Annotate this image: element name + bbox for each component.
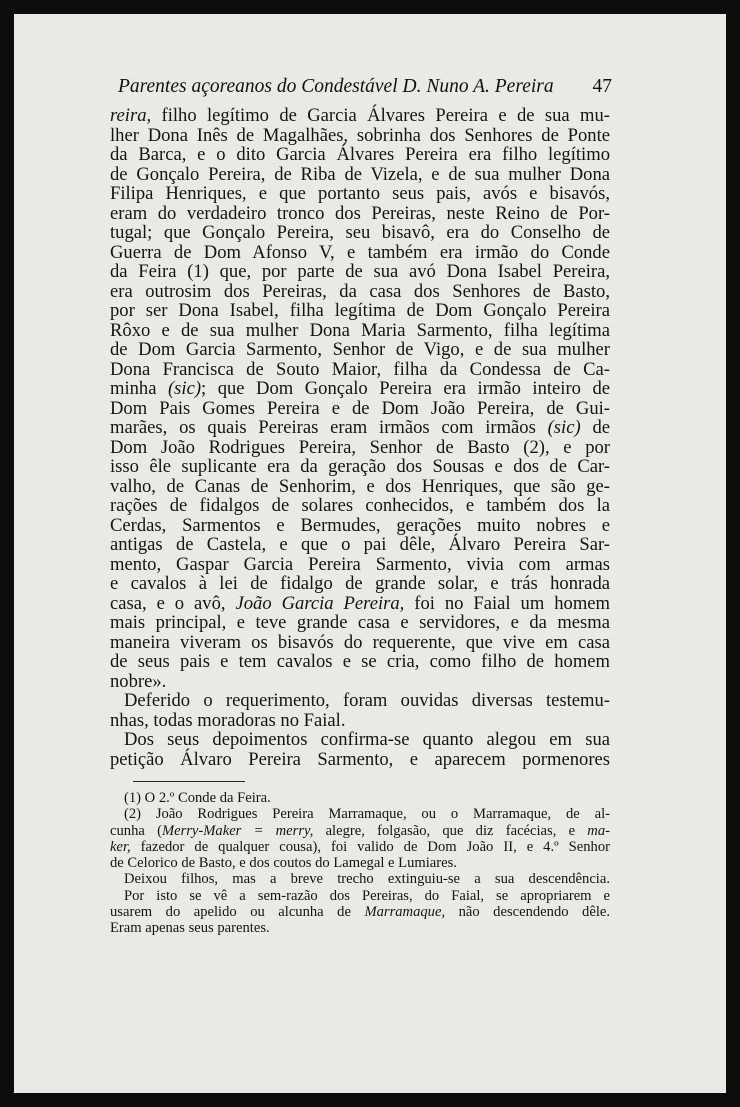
footnote-line: de Celorico de Basto, e dos coutos do Lamegal e Lumiares.: [110, 855, 457, 872]
body-line: Cerdas, Sarmentos e Bermudes, gerações muito nobres e: [110, 514, 610, 536]
body-line: reira, filho legítimo de Garcia Álvares Pereira e de sua mu-: [110, 105, 610, 126]
footnote-line: Por isto se vê a sem-razão dos Pereiras, do Faial, se apropriarem e: [124, 887, 610, 904]
body-line: Dom João Rodrigues Pereira, Senhor de Basto (2), e por: [110, 436, 610, 458]
footnote-line: Deixou filhos, mas a breve trecho extinguiu-se a sua descendência.: [124, 871, 610, 888]
body-line: nobre».: [110, 670, 167, 692]
body-line: mais principal, e teve grande casa e servidores, e da mesma: [110, 612, 610, 633]
running-title: Parentes açoreanos do Condestável D. Nuno A. Pereira: [118, 76, 554, 97]
page-number: 47: [592, 76, 612, 97]
footnote-line: ker, fazedor de qualquer cousa), foi valido de Dom João II, e 4.º Senhor: [110, 838, 610, 855]
body-text: [110, 106, 610, 769]
body-line: isso êle suplicante era da geração dos Sousas e dos de Car-: [110, 456, 610, 477]
body-line: Guerra de Dom Afonso V, e também era irmão do Conde: [110, 241, 610, 263]
body-line: por ser Dona Isabel, filha legítima de Dom Gonçalo Pereira: [110, 300, 610, 321]
body-line: da Barca, e o dito Garcia Álvares Pereira era filho legítimo: [110, 144, 610, 165]
footnote-line: (1) O 2.º Conde da Feira.: [124, 790, 271, 806]
body-line: era outrosim dos Pereiras, da casa dos Senhores de Basto,: [110, 280, 610, 302]
body-line: tugal; que Gonçalo Pereira, seu bisavô, era do Conselho de: [110, 222, 610, 243]
footnote-line: usarem do apelido ou alcunha de Marramaque, não descendendo dêle.: [110, 904, 611, 921]
body-line: antigas de Castela, e que o pai dêle, Álvaro Pereira Sar-: [110, 534, 610, 555]
body-line: de Gonçalo Pereira, de Riba de Vizela, e de sua mulher Dona: [110, 163, 610, 185]
running-header: [118, 76, 612, 98]
footnotes: [110, 790, 610, 937]
body-line: de Dom Garcia Sarmento, Senhor de Vigo, e de sua mulher: [110, 339, 610, 360]
body-line: Dom Pais Gomes Pereira e de Dom João Pereira, de Gui-: [110, 397, 610, 419]
body-line: e cavalos à lei de fidalgo de grande solar, e trás honrada: [110, 573, 610, 594]
body-line: da Feira (1) que, por parte de sua avó Dona Isabel Pereira,: [110, 261, 610, 282]
body-line: Rôxo e de sua mulher Dona Maria Sarmento, filha legítima: [110, 319, 610, 341]
body-line: minha (sic); que Dom Gonçalo Pereira era irmão inteiro de: [110, 378, 611, 399]
body-line: marães, os quais Pereiras eram irmãos com irmãos (sic) de: [110, 417, 610, 438]
body-line: petição Álvaro Pereira Sarmento, e aparecem pormenores: [110, 748, 610, 770]
body-line: Dona Francisca de Souto Maior, filha da Condessa de Ca-: [110, 358, 610, 380]
footnote-divider: [133, 781, 245, 782]
body-line: nhas, todas moradoras no Faial.: [110, 709, 346, 731]
body-line: rações de fidalgos de solares conhecidos, e também dos la: [110, 495, 610, 516]
book-page: [14, 14, 726, 1093]
footnote-line: Eram apenas seus parentes.: [110, 920, 270, 937]
body-line: eram do verdadeiro tronco dos Pereiras, neste Reino de Por-: [110, 202, 610, 224]
body-line: de seus pais e tem cavalos e se cria, como filho de homem: [110, 651, 610, 672]
body-line: Dos seus depoimentos confirma-se quanto alegou em sua: [124, 729, 610, 750]
footnote-line: cunha (Merry-Maker = merry, alegre, folgasão, que diz facécias, e ma-: [110, 822, 610, 839]
body-line: casa, e o avô, João Garcia Pereira, foi no Faial um homem: [110, 592, 611, 614]
body-line: maneira viveram os bisavós do requerente, que vive em casa: [110, 631, 610, 653]
body-line: valho, de Canas de Senhorim, e dos Henriques, que são ge-: [110, 475, 610, 497]
body-line: mento, Gaspar Garcia Pereira Sarmento, vivia com armas: [110, 553, 610, 575]
body-line: Filipa Henriques, e que portanto seus pais, avós e bisavós,: [110, 183, 610, 204]
body-line: Deferido o requerimento, foram ouvidas diversas testemu-: [124, 690, 610, 711]
footnote-line: (2) João Rodrigues Pereira Marramaque, ou o Marramaque, de al-: [124, 806, 610, 823]
body-line: lher Dona Inês de Magalhães, sobrinha dos Senhores de Ponte: [110, 124, 610, 146]
